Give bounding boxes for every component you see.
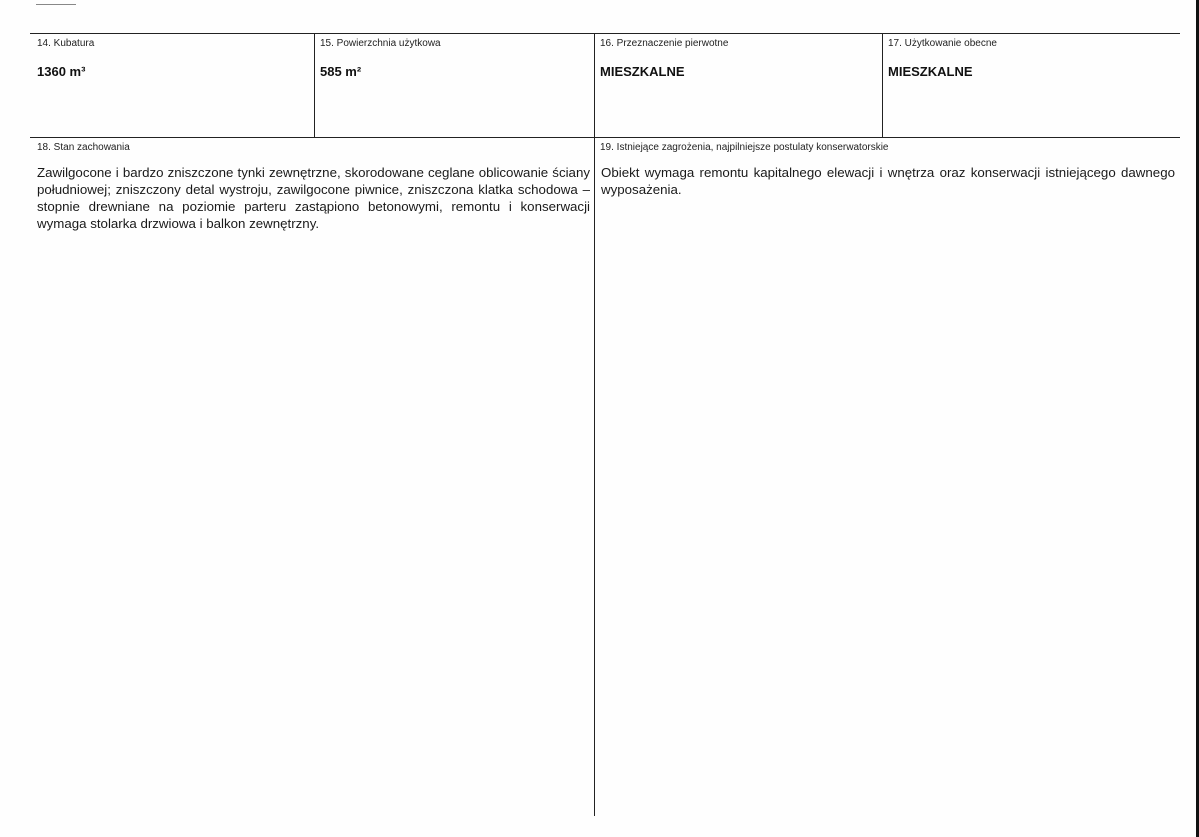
field-16-value: MIESZKALNE bbox=[600, 64, 685, 79]
field-14-value: 1360 m³ bbox=[37, 64, 86, 79]
column-divider-1 bbox=[314, 34, 315, 138]
field-19-label: 19. Istniejące zagrożenia, najpilniejsze postulaty konserwatorskie bbox=[600, 142, 889, 153]
field-15-value: 585 m² bbox=[320, 64, 362, 79]
column-divider-3 bbox=[882, 34, 883, 138]
field-18-label: 18. Stan zachowania bbox=[37, 142, 130, 153]
field-17-label: 17. Użytkowanie obecne bbox=[888, 38, 997, 49]
row-divider bbox=[30, 137, 1180, 138]
scan-mark bbox=[36, 4, 76, 5]
field-17-value: MIESZKALNE bbox=[888, 64, 973, 79]
form-top-border bbox=[30, 33, 1180, 34]
field-15-label: 15. Powierzchnia użytkowa bbox=[320, 38, 441, 49]
field-14-label: 14. Kubatura bbox=[37, 38, 95, 49]
field-16-label: 16. Przeznaczenie pierwotne bbox=[600, 38, 729, 49]
column-divider-2 bbox=[594, 34, 595, 816]
field-19-text: Obiekt wymaga remontu kapitalnego elewacji i wnętrza oraz konserwacji istniejącego dawnego wyposażenia. bbox=[601, 165, 1175, 197]
field-18-text: Zawilgocone i bardzo zniszczone tynki zewnętrzne, skorodowane ceglane oblicowanie ściany południowej; zniszczony detal wystroju, zawilgocone piwnice, zniszczona klatka schodowa – stopnie drewniane na poziomie parteru zastąpiono betonowymi, remontu i konserwacji wymaga stolarka drzwiowa i balkon zewnętrzny. bbox=[37, 165, 590, 231]
